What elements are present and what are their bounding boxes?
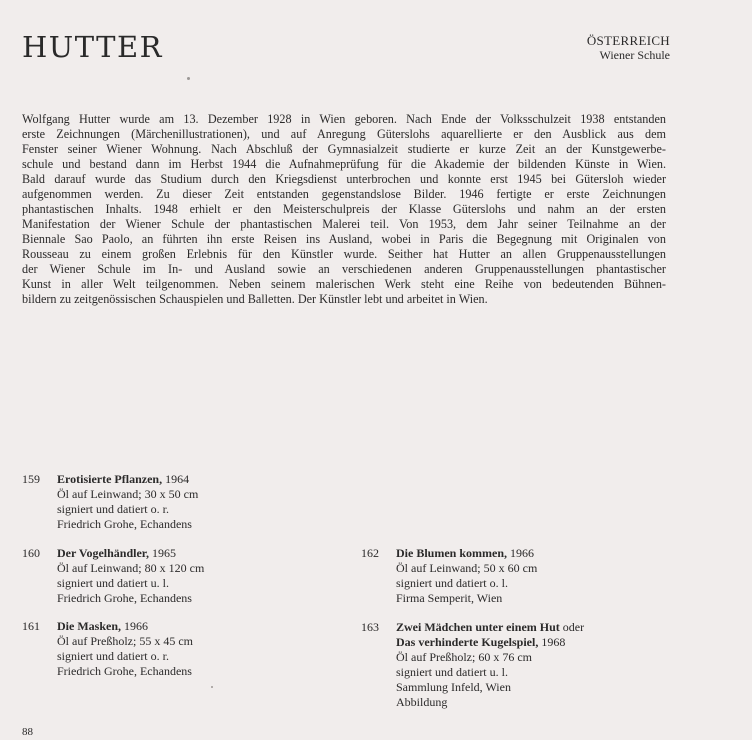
entry-title-line bbox=[57, 472, 198, 487]
entry-number: 162 bbox=[361, 546, 379, 560]
bio-line: Biennale Sao Paolo, an führten ihn erste Reisen ins Ausland, wobei in Paris die Begegnung mit Originalen von bbox=[22, 232, 666, 246]
entry-owner: Sammlung Infeld, Wien bbox=[396, 680, 511, 694]
entry-title: Der Vogelhändler, bbox=[57, 546, 150, 560]
bio-line: bildern zu zeitgenössischen Schauspielen und Balletten. Der Künstler lebt und arbeitet in Wien. bbox=[22, 292, 488, 306]
artist-name-heading: HUTTER bbox=[22, 30, 163, 64]
entry-number: 161 bbox=[22, 619, 40, 633]
bio-line: Bald darauf wurde das Studium durch den Kriegsdienst unterbrochen und konnte erst 1945 bei Gütersloh wieder bbox=[22, 172, 666, 186]
entry-year: 1968 bbox=[541, 635, 566, 649]
entry-year: 1964 bbox=[165, 472, 190, 486]
page-number: 88 bbox=[22, 726, 33, 738]
entry-title-line bbox=[396, 546, 537, 561]
entry-body bbox=[396, 620, 584, 710]
bio-line: Manifestation der Wiener Schule der phantastischen Malerei teil. Von 1953, dem Jahr seiner Teilnahme an der bbox=[22, 217, 666, 231]
entry-title-conjunction: oder bbox=[562, 620, 585, 634]
entry-owner: Firma Semperit, Wien bbox=[396, 591, 503, 605]
entry-body bbox=[57, 472, 198, 532]
entry-body bbox=[396, 546, 537, 606]
school-label: Wiener Schule bbox=[599, 48, 670, 62]
entry-number: 163 bbox=[361, 620, 379, 634]
entry-year: 1966 bbox=[124, 619, 148, 633]
entry-title: Zwei Mädchen unter einem Hut bbox=[396, 620, 560, 634]
bio-line: phantastischen Inhalts. 1948 erhielt er den Meisterschulpreis der Klasse Güterslohs und nahm an der ersten bbox=[22, 202, 666, 216]
entry-owner: Friedrich Grohe, Echandens bbox=[57, 664, 192, 678]
bio-line: schule und bestand dann im Herbst 1944 die Aufnahmeprüfung für die Akademie der bildenden Künste in Wien. bbox=[22, 157, 666, 171]
bio-line: der Wiener Schule im In- und Ausland sowie an verschiedenen anderen Gruppenausstellungen phantastischer bbox=[22, 262, 666, 276]
entry-body bbox=[57, 619, 193, 679]
bio-line: Rousseau zu einem großen Erlebnis für den Künstler wurde. Seither hat Hutter an allen Gruppenausstellungen bbox=[22, 247, 666, 261]
entry-medium: Öl auf Leinwand; 80 x 120 cm bbox=[57, 561, 205, 575]
country-label: ÖSTERREICH bbox=[586, 33, 670, 48]
entry-body bbox=[57, 546, 204, 606]
entry-alternate-title: Das verhinderte Kugelspiel, bbox=[396, 635, 539, 649]
entry-year: 1965 bbox=[152, 546, 177, 560]
entry-medium: Öl auf Preßholz; 60 x 76 cm bbox=[396, 650, 532, 664]
entry-title-line bbox=[396, 620, 584, 635]
entry-signature: signiert und datiert o. r. bbox=[57, 649, 169, 663]
bio-line: erste Zeichnungen (Märchenillustrationen), und auf Anregung Güterslohs aquarellierte er den Ausblick aus dem bbox=[22, 127, 666, 141]
entry-medium: Öl auf Leinwand; 50 x 60 cm bbox=[396, 561, 538, 575]
entry-title-line bbox=[57, 619, 193, 634]
entry-title-line bbox=[396, 635, 584, 650]
entry-signature: signiert und datiert o. l. bbox=[396, 576, 508, 590]
entry-number: 159 bbox=[22, 472, 40, 486]
entry-number: 160 bbox=[22, 546, 40, 560]
biography-paragraph bbox=[22, 112, 666, 307]
bio-line: Kunst in aller Welt teilgenommen. Neben seinem malerischen Werk steht eine Reihe von bedeutenden Bühnen- bbox=[22, 277, 666, 291]
entry-owner: Friedrich Grohe, Echandens bbox=[57, 517, 192, 531]
entry-title: Erotisierte Pflanzen, bbox=[57, 472, 163, 486]
entry-title-line bbox=[57, 546, 204, 561]
entry-illustration-note: Abbildung bbox=[396, 695, 448, 709]
paper-speck bbox=[211, 686, 213, 688]
bio-line: aufgenommen werden. Zu dieser Zeit entstanden gegenstandslose Bilder. 1946 fertigte er erste Zeichnungen bbox=[22, 187, 666, 201]
entry-signature: signiert und datiert u. l. bbox=[396, 665, 508, 679]
entry-title: Die Blumen kommen, bbox=[396, 546, 507, 560]
entry-medium: Öl auf Leinwand; 30 x 50 cm bbox=[57, 487, 199, 501]
bio-line: Fenster seiner Wiener Wohnung. Nach Abschluß der Gymnasialzeit studierte er kurze Zeit an der Kunstgewerbe- bbox=[22, 142, 666, 156]
section-header bbox=[587, 33, 670, 63]
entry-year: 1966 bbox=[510, 546, 534, 560]
bio-line: Wolfgang Hutter wurde am 13. Dezember 1928 in Wien geboren. Nach Ende der Volksschulzeit 1938 entstanden bbox=[22, 112, 666, 126]
entry-signature: signiert und datiert u. l. bbox=[57, 576, 169, 590]
entry-signature: signiert und datiert o. r. bbox=[57, 502, 169, 516]
entry-medium: Öl auf Preßholz; 55 x 45 cm bbox=[57, 634, 193, 648]
entry-title: Die Masken, bbox=[57, 619, 121, 633]
entry-owner: Friedrich Grohe, Echandens bbox=[57, 591, 192, 605]
paper-speck bbox=[187, 77, 190, 80]
